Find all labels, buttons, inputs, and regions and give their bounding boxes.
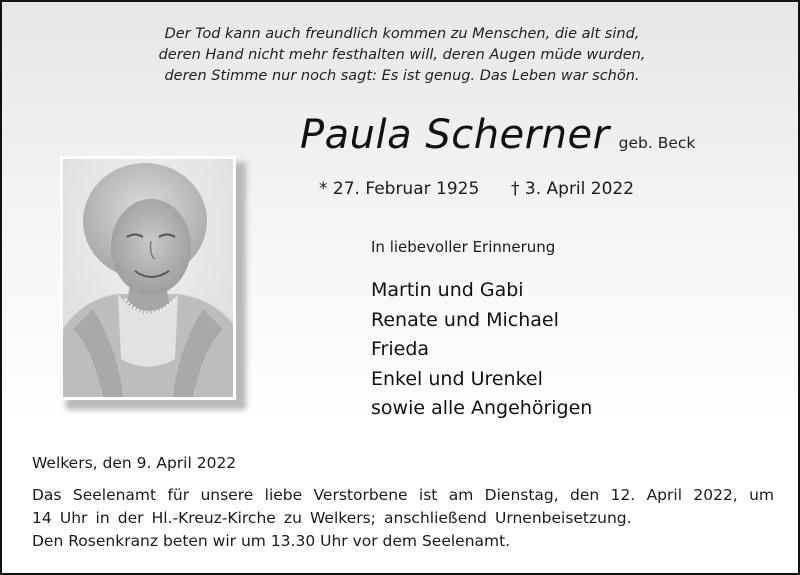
mourner-entry: Frieda [371, 338, 430, 360]
place-date: Welkers, den 9. April 2022 [32, 454, 237, 472]
service-details [32, 484, 774, 553]
details-line: 14 Uhr in der Hl.-Kreuz-Kirche zu Welkers; anschließend Urnenbeisetzung. [32, 509, 632, 527]
poem-line: deren Stimme nur noch sagt: Es ist genug. Das Leben war schön. [164, 68, 640, 84]
portrait-icon [63, 159, 233, 397]
poem-line: Der Tod kann auch freundlich kommen zu Menschen, die alt sind, [164, 26, 640, 42]
poem [2, 24, 800, 87]
mourner-entry: Renate und Michael [371, 308, 559, 331]
death-date: † 3. April 2022 [511, 179, 635, 199]
deceased-name: Paula Scherner [300, 112, 610, 158]
portrait-photo [60, 156, 236, 400]
mourner-entry: Martin und Gabi [371, 279, 524, 301]
details-line: Den Rosenkranz beten wir um 13.30 Uhr vor dem Seelenamt. [32, 532, 511, 550]
name-line [300, 112, 695, 158]
maiden-name: geb. Beck [618, 134, 696, 152]
memory-text: In liebevoller Erinnerung [371, 238, 556, 256]
details-line: Das Seelenamt für unsere liebe Verstorbene ist am Dienstag, den 12. April 2022, um [32, 486, 774, 504]
poem-line: deren Hand nicht mehr festhalten will, deren Augen müde wurden, [158, 47, 646, 63]
mourners-list [371, 276, 592, 424]
mourner-entry: Enkel und Urenkel [371, 367, 543, 390]
birth-date: * 27. Februar 1925 [319, 179, 480, 199]
mourner-entry: sowie alle Angehörigen [371, 397, 593, 419]
